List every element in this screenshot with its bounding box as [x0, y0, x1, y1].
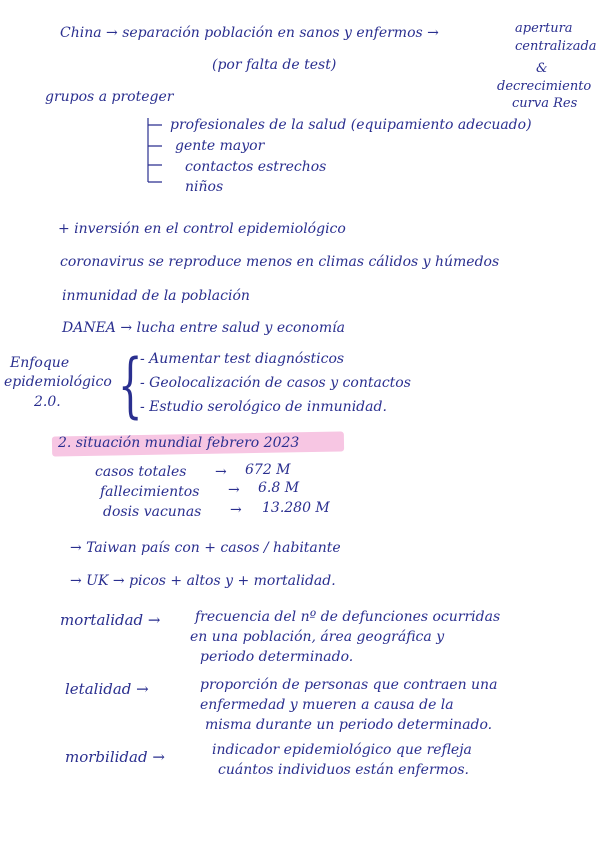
letalidad-term: letalidad →: [65, 680, 149, 698]
mortalidad-def: frecuencia del nº de defunciones ocurridas: [195, 609, 501, 625]
grupo-item: niños: [185, 179, 224, 195]
apertura-text: apertura: [515, 21, 573, 36]
arrow-icon: →: [228, 482, 240, 498]
decrecimiento-text: decrecimiento: [497, 79, 592, 94]
enfoque-item: - Estudio serológico de inmunidad.: [140, 399, 387, 415]
enfoque-item: - Aumentar test diagnósticos: [140, 351, 345, 367]
centralizada-text: centralizada: [515, 39, 597, 54]
arrow-icon: →: [215, 464, 227, 480]
stat-value: 672 M: [245, 462, 291, 478]
mortalidad-def: en una población, área geográfica y: [190, 629, 445, 645]
morbilidad-def: cuántos individuos están enfermos.: [218, 762, 469, 778]
enfoque-label: Enfoque: [10, 355, 70, 371]
morbilidad-term: morbilidad →: [65, 748, 165, 766]
arrow-icon: →: [230, 502, 242, 518]
ampersand-text: &: [536, 61, 548, 76]
coronavirus-line: coronavirus se reproduce menos en climas cálidos y húmedos: [60, 254, 500, 270]
grupo-item: profesionales de la salud (equipamiento adecuado): [170, 117, 532, 133]
stat-value: 6.8 M: [258, 480, 300, 496]
letalidad-def: enfermedad y mueren a causa de la: [200, 697, 454, 713]
enfoque-item: - Geolocalización de casos y contactos: [140, 375, 411, 391]
enfoque-label: 2.0.: [34, 394, 61, 410]
inversion-line: + inversión en el control epidemiológico: [58, 221, 346, 237]
stat-label: fallecimientos: [100, 484, 200, 500]
stat-label: dosis vacunas: [103, 504, 202, 520]
grupo-item: gente mayor: [175, 138, 265, 154]
inmunidad-line: inmunidad de la población: [62, 288, 250, 304]
mortalidad-term: mortalidad →: [60, 611, 161, 629]
curva-res-text: curva Res: [512, 96, 578, 111]
china-subline: (por falta de test): [212, 57, 337, 73]
mortalidad-def: periodo determinado.: [200, 649, 354, 665]
china-line: China → separación población en sanos y enfermos →: [60, 25, 439, 41]
morbilidad-def: indicador epidemiológico que refleja: [212, 742, 472, 758]
letalidad-def: proporción de personas que contraen una: [200, 677, 498, 693]
stat-label: casos totales: [95, 464, 187, 480]
danea-line: DANEA → lucha entre salud y economía: [62, 320, 345, 336]
grupos-heading: grupos a proteger: [45, 89, 174, 105]
uk-line: → UK → picos + altos y + mortalidad.: [70, 573, 336, 589]
letalidad-def: misma durante un periodo determinado.: [205, 717, 493, 733]
curly-brace-icon: {: [118, 344, 143, 426]
enfoque-label: epidemiológico: [4, 374, 112, 390]
section-title: 2. situación mundial febrero 2023: [58, 435, 300, 451]
stat-value: 13.280 M: [262, 500, 330, 516]
taiwan-line: → Taiwan país con + casos / habitante: [70, 540, 341, 556]
grupo-item: contactos estrechos: [185, 159, 327, 175]
